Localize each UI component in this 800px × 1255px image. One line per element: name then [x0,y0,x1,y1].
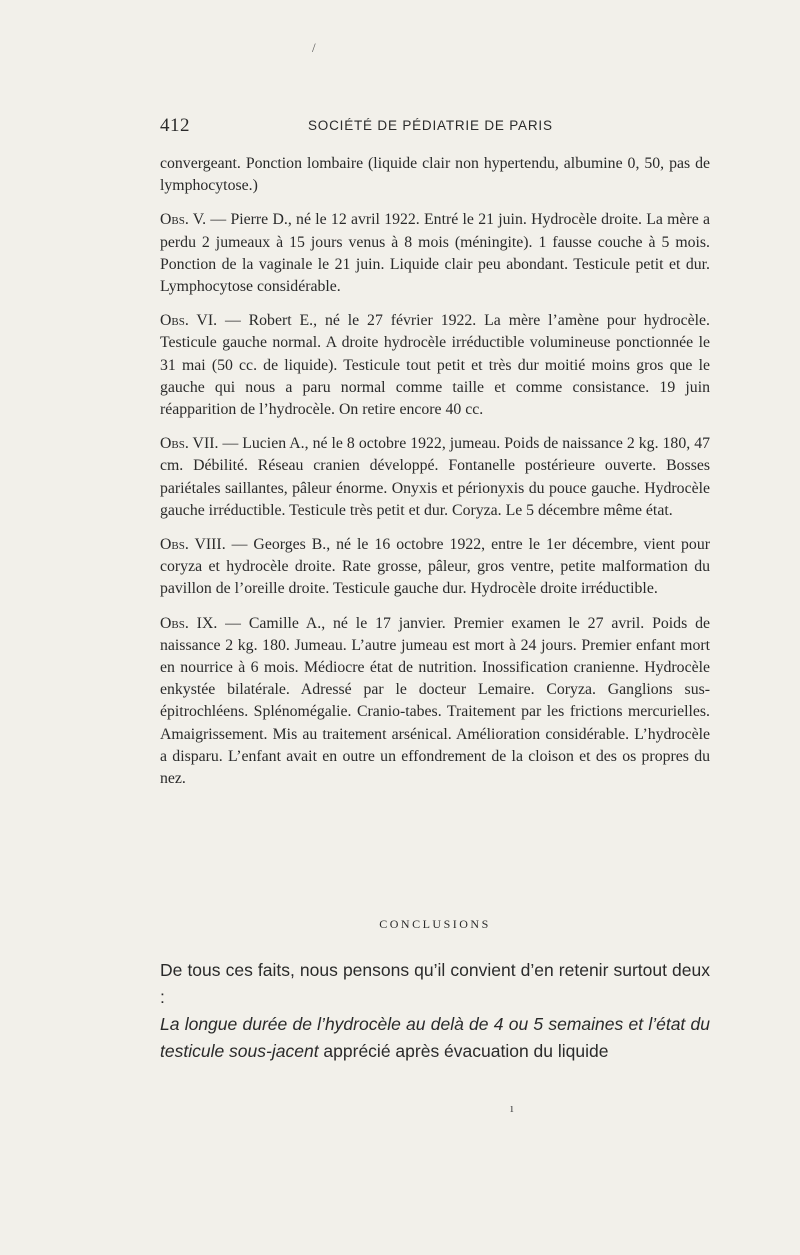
observation-9 [160,613,710,791]
observation-7 [160,433,710,522]
running-head: SOCIÉTÉ DE PÉDIATRIE DE PARIS [308,118,553,133]
conclusions-point [160,1011,710,1065]
paragraph-text: convergeant. Ponction lombaire (liquide clair non hypertendu, albumine 0, 50, pas de lymphocytose.) [160,155,710,195]
conclusions-heading: CONCLUSIONS [379,917,491,931]
observation-label: Obs. V. [160,211,207,229]
conclusions-italic: La longue durée de l’hydrocèle au delà de 4 ou 5 semaines et l’état du testicule sous-jacent [160,1014,710,1061]
observation-label: Obs. VIII. [160,536,226,554]
conclusions-text [160,957,710,1065]
body-text [160,153,710,802]
conclusions-intro: De tous ces faits, nous pensons qu’il convient d’en retenir surtout deux : [160,960,710,1007]
stray-mark-top: / [312,40,316,55]
observation-text: — Camille A., né le 17 janvier. Premier examen le 27 avril. Poids de naissance 2 kg. 180. Jumeau. L’autre jumeau est mort à 24 jours. Premier enfant mort en nourrice à 6 mois. Médiocre état de nutrition. Inossification cranienne. Hydrocèle enkystée bilatérale. Adressé par le docteur Lemaire. Coryza. Ganglions sus-épitrochléens. Splénomégalie. Cranio-tabes. Traitement par les frictions mercurielles. Amaigrissement. Mis au traitement arsénical. Amélioration considérable. L’hydrocèle a disparu. L’enfant avait en outre un effondrement de la cloison et des os propres du nez. [160,614,710,788]
paragraph-continuation [160,153,710,197]
observation-label: Obs. IX. [160,614,218,632]
observation-6 [160,310,710,421]
observation-label: Obs. VII. [160,435,219,453]
observation-8 [160,534,710,601]
observation-text: — Lucien A., né le 8 octobre 1922, jumeau. Poids de naissance 2 kg. 180, 47 cm. Débilité. Réseau cranien développé. Fontanelle postérieure ouverte. Bosses pariétales saillantes, pâleur énorme. Onyxis et périonyxis du pouce gauche. Hydrocèle gauche irréductible. Testicule très petit et dur. Coryza. Le 5 décembre même état. [160,435,710,519]
observation-text: — Pierre D., né le 12 avril 1922. Entré le 21 juin. Hydrocèle droite. La mère a perdu 2 jumeaux à 15 jours venus à 8 mois (méningite). 1 fausse couche à 5 mois. Ponction de la vaginale le 21 juin. Liquide clair peu abondant. Testicule petit et dur. Lymphocytose considérable. [160,211,710,296]
stray-mark-bottom: ı [510,1100,514,1115]
observation-5 [160,209,710,298]
observation-text: — Georges B., né le 16 octobre 1922, entre le 1er décembre, vient pour coryza et hydrocèle droite. Rate grosse, pâleur, gros ventre, petite malformation du pavillon de l’oreille droite. Testicule gauche dur. Hydrocèle droite irréductible. [160,536,710,598]
page-number: 412 [160,115,190,136]
conclusions-roman: apprécié après évacuation du liquide [318,1041,609,1061]
observation-label: Obs. VI. [160,312,218,330]
observation-text: — Robert E., né le 27 février 1922. La mère l’amène pour hydrocèle. Testicule gauche normal. A droite hydrocèle irréductible volumineuse ponctionnée le 31 mai (50 cc. de liquide). Testicule tout petit et très dur moitié moins gros que le gauche qui nous a paru normal comme taille et comme consistance. 19 juin réapparition de l’hydrocèle. On retire encore 40 cc. [160,312,710,419]
page-header [160,115,710,137]
